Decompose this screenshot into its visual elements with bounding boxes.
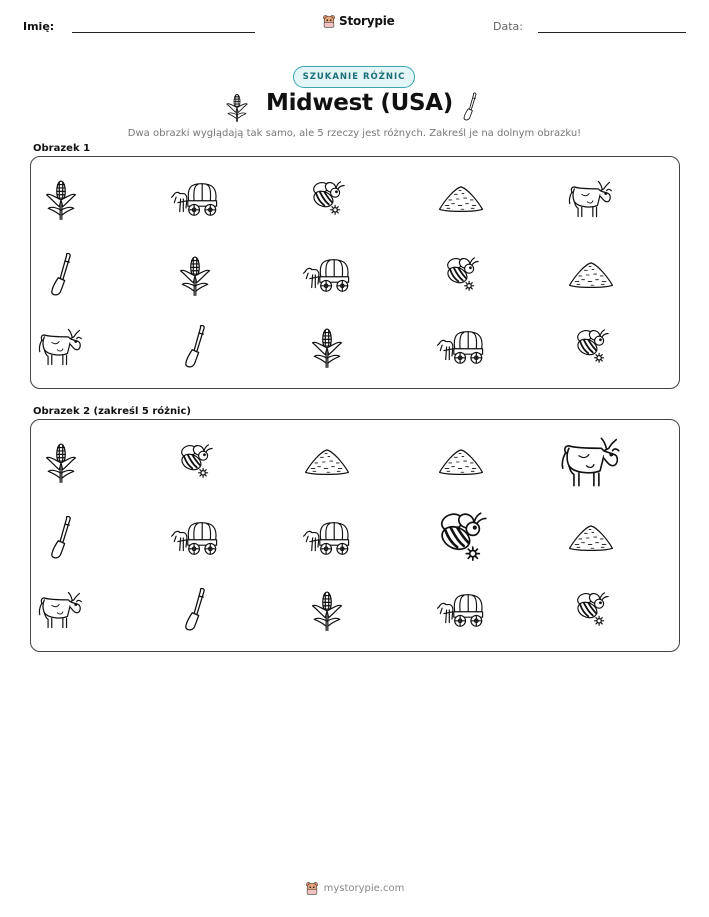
picture1-label: Obrazek 1 <box>33 143 91 154</box>
grain-pile-icon[interactable] <box>437 185 485 213</box>
shovel-icon[interactable] <box>47 515 75 561</box>
footer <box>0 881 709 895</box>
grain-pile-icon[interactable] <box>567 261 615 289</box>
covered-wagon-icon[interactable] <box>170 181 220 217</box>
date-field-line[interactable] <box>538 32 686 33</box>
instructions: Dwa obrazki wyglądają tak samo, ale 5 rzeczy jest różnych. Zakreśl je na dolnym obrazku! <box>127 128 582 139</box>
corn-icon[interactable] <box>44 176 78 222</box>
page-title: Midwest (USA) <box>266 90 453 116</box>
storypie-logo-icon <box>322 14 336 28</box>
bee-icon[interactable] <box>573 327 609 367</box>
picture2-label: Obrazek 2 (zakreśl 5 różnic) <box>33 406 191 417</box>
corn-icon <box>225 92 249 122</box>
shovel-icon <box>460 92 480 122</box>
corn-icon[interactable] <box>44 439 78 485</box>
bee-icon[interactable] <box>573 590 609 630</box>
covered-wagon-icon[interactable] <box>170 520 220 556</box>
cow-icon[interactable] <box>567 179 615 219</box>
date-label: Data: <box>493 20 523 33</box>
covered-wagon-icon[interactable] <box>436 329 486 365</box>
grain-pile-icon[interactable] <box>303 448 351 476</box>
shovel-icon[interactable] <box>181 587 209 633</box>
shovel-icon[interactable] <box>181 324 209 370</box>
picture1-panel <box>30 156 680 389</box>
picture2-panel[interactable] <box>30 419 680 652</box>
name-field-line[interactable] <box>72 32 255 33</box>
cow-icon[interactable] <box>37 327 85 367</box>
activity-badge: SZUKANIE RÓŻNIC <box>293 66 415 88</box>
covered-wagon-icon[interactable] <box>302 520 352 556</box>
cow-icon[interactable] <box>37 590 85 630</box>
cow-icon[interactable] <box>559 435 624 489</box>
worksheet-header <box>0 14 709 40</box>
name-label: Imię: <box>23 20 55 33</box>
grain-pile-icon[interactable] <box>437 448 485 476</box>
corn-icon[interactable] <box>310 324 344 370</box>
corn-icon[interactable] <box>310 587 344 633</box>
shovel-icon[interactable] <box>47 252 75 298</box>
footer-url: mystorypie.com <box>323 882 405 894</box>
covered-wagon-icon[interactable] <box>436 592 486 628</box>
bee-icon[interactable] <box>309 179 345 219</box>
storypie-logo-icon <box>305 881 319 895</box>
covered-wagon-icon[interactable] <box>302 257 352 293</box>
title-row <box>0 90 709 124</box>
grain-pile-icon[interactable] <box>567 524 615 552</box>
corn-icon[interactable] <box>178 252 212 298</box>
bee-icon[interactable] <box>177 442 213 482</box>
brand <box>322 14 395 28</box>
bee-icon[interactable] <box>443 255 479 295</box>
bee-icon[interactable] <box>435 509 487 567</box>
brand-name: Storypie <box>339 14 395 28</box>
